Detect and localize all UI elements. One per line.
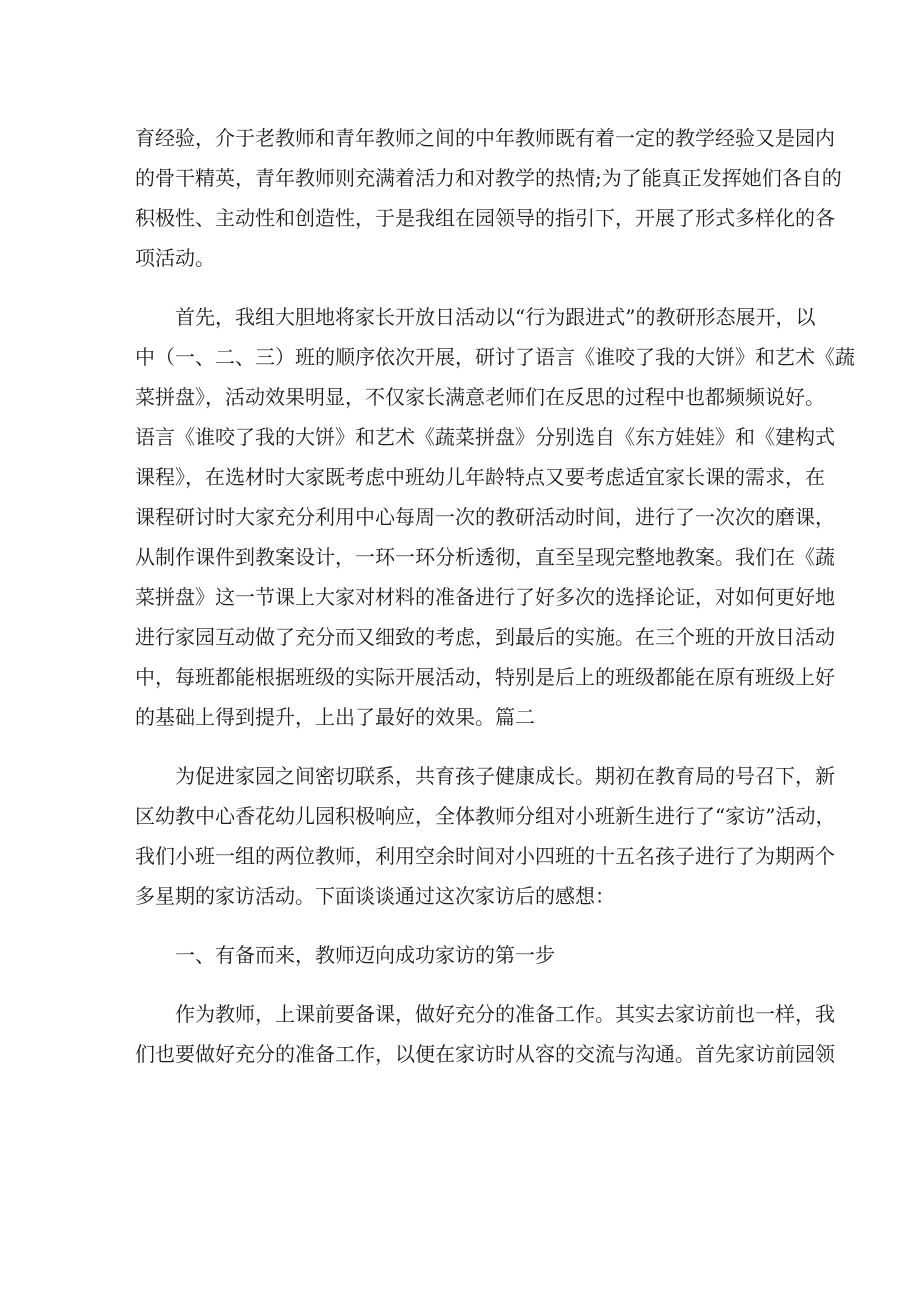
text-line: 项活动。 bbox=[135, 246, 215, 270]
document-body bbox=[135, 118, 855, 1074]
text-line: 区幼教中心香花幼儿园积极响应，全体教师分组对小班新生进行了“家访”活动， bbox=[135, 804, 836, 828]
text-line: 首先，我组大胆地将家长开放日活动以“行为跟进式”的教研形态展开，以 bbox=[175, 305, 816, 329]
text-line: 为促进家园之间密切联系，共育孩子健康成长。期初在教育局的号召下，新 bbox=[175, 764, 835, 788]
text-line: 的基础上得到提升，上出了最好的效果。篇二 bbox=[135, 705, 535, 729]
text-line: 多星期的家访活动。下面谈谈通过这次家访后的感想： bbox=[135, 884, 615, 908]
text-line: 语言《谁咬了我的大饼》和艺术《蔬菜拼盘》分别选自《东方娃娃》和《建构式 bbox=[135, 425, 835, 449]
text-line: 一、有备而来，教师迈向成功家访的第一步 bbox=[175, 943, 555, 967]
text-line: 们也要做好充分的准备工作，以便在家访时从容的交流与沟通。首先家访前园领 bbox=[135, 1042, 835, 1066]
text-line: 中（一、二、三）班的顺序依次开展，研讨了语言《谁咬了我的大饼》和艺术《蔬 bbox=[135, 345, 855, 369]
text-line: 菜拼盘》这一节课上大家对材料的准备进行了好多次的选择论证，对如何更好地 bbox=[135, 585, 835, 609]
text-line: 课程》，在选材时大家既考虑中班幼儿年龄特点又要考虑适宜家长课的需求，在 bbox=[135, 465, 825, 489]
section-heading bbox=[135, 935, 795, 975]
text-line: 作为教师，上课前要备课，做好充分的准备工作。其实去家访前也一样，我 bbox=[175, 1002, 835, 1026]
text-line: 菜拼盘》，活动效果明显，不仅家长满意老师们在反思的过程中也都频频说好。 bbox=[135, 385, 825, 409]
paragraph bbox=[135, 118, 842, 278]
text-line: 的骨干精英，青年教师则充满着活力和对教学的热情;为了能真正发挥她们各自的 bbox=[135, 166, 842, 190]
text-line: 进行家园互动做了充分而又细致的考虑，到最后的实施。在三个班的开放日活动 bbox=[135, 625, 835, 649]
text-line: 中，每班都能根据班级的实际开展活动，特别是后上的班级都能在原有班级上好 bbox=[135, 665, 835, 689]
text-line: 积极性、主动性和创造性，于是我组在园领导的指引下，开展了形式多样化的各 bbox=[135, 206, 835, 230]
text-line: 从制作课件到教案设计，一环一环分析透彻，直至呈现完整地教案。我们在《蔬 bbox=[135, 545, 835, 569]
text-line: 育经验，介于老教师和青年教师之间的中年教师既有着一定的教学经验又是园内 bbox=[135, 126, 835, 150]
paragraph bbox=[135, 994, 835, 1074]
text-line: 课程研讨时大家充分利用中心每周一次的教研活动时间，进行了一次次的磨课， bbox=[135, 505, 835, 529]
paragraph bbox=[135, 297, 855, 737]
text-line: 我们小班一组的两位教师，利用空余时间对小四班的十五名孩子进行了为期两个 bbox=[135, 844, 835, 868]
paragraph bbox=[135, 756, 836, 916]
